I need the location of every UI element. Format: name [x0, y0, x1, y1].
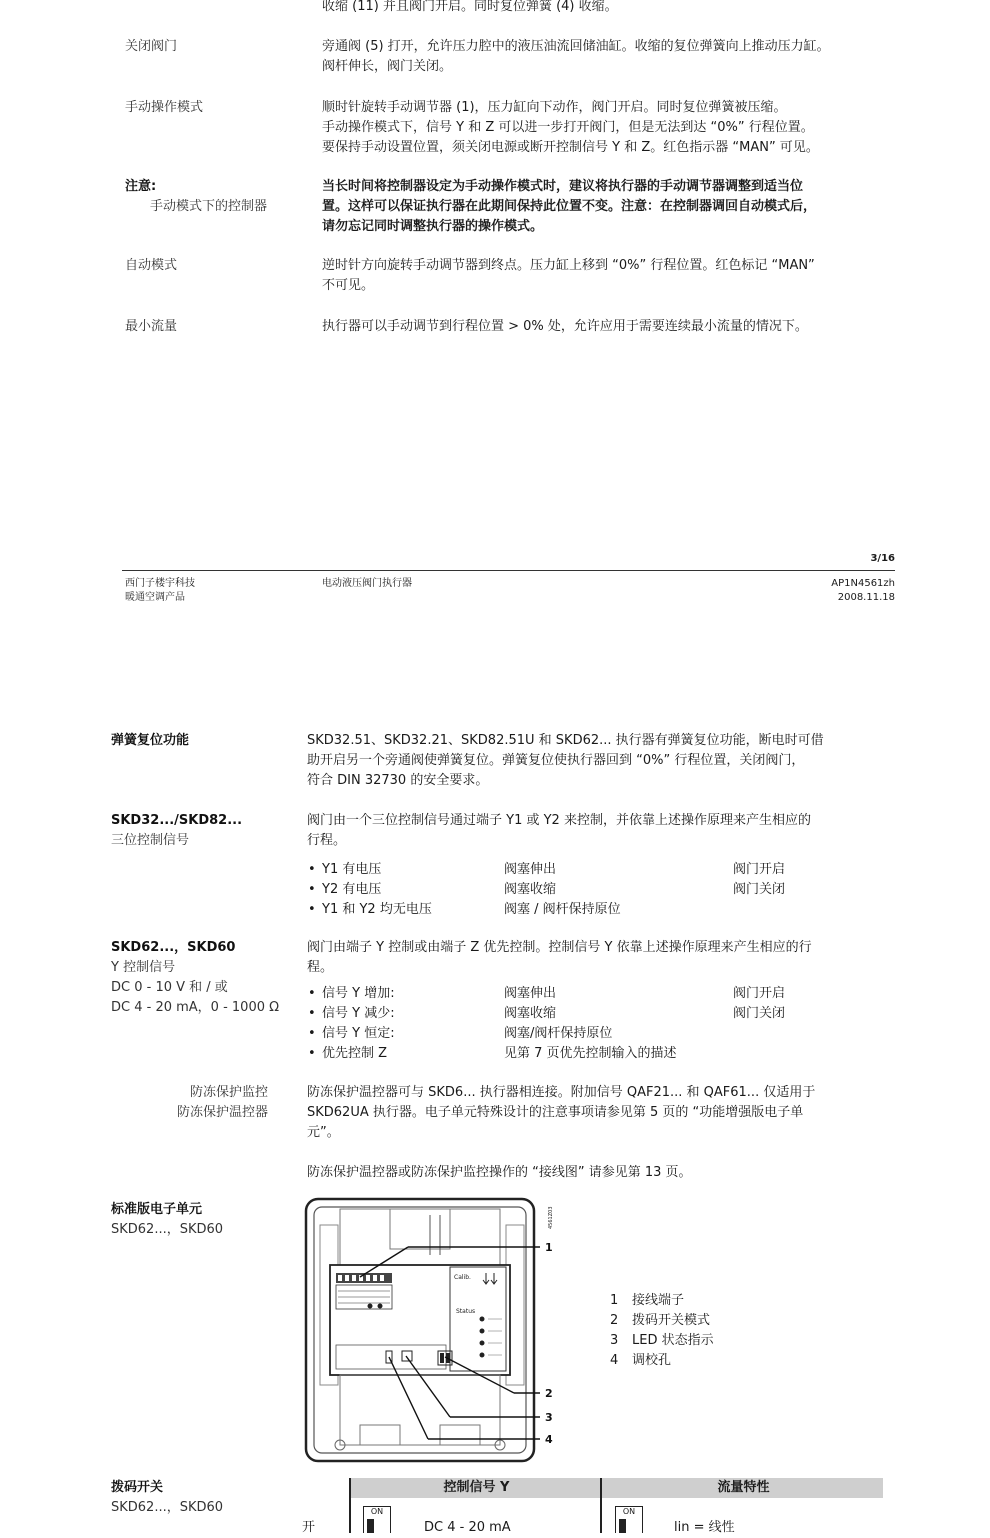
list-item: • Y1 有电压 阀塞伸出 阀门开启 — [308, 860, 868, 880]
dip-switch-icon: ON — [615, 1506, 643, 1533]
callout-2: 2 — [545, 1387, 553, 1400]
top-line: 收缩 (11) 并且阀门开启。同时复位弹簧 (4) 收缩。 — [322, 0, 618, 14]
list-item: • 信号 Y 恒定: 阀塞/阀杆保持原位 — [308, 1024, 868, 1044]
y-signal-sub1: Y 控制信号 — [111, 960, 176, 975]
footer-company: 西门子楼宇科技 暖通空调产品 — [125, 578, 195, 603]
list-item: • Y2 有电压 阀塞收缩 阀门关闭 — [308, 880, 868, 900]
dip-cell-signal: DC 4 - 20 mA — [424, 1520, 511, 1533]
dip-sublabel: SKD62...，SKD60 — [111, 1500, 224, 1515]
y-signal-sub2: DC 0 - 10 V 和 / 或 — [111, 980, 228, 995]
dip-cell-flow: lin = 线性 — [674, 1520, 735, 1533]
section-label-manual: 手动操作模式 — [125, 100, 204, 115]
list-item: • Y1 和 Y2 均无电压 阀塞 / 阀杆保持原位 — [308, 900, 868, 920]
callout-4: 4 — [545, 1433, 553, 1446]
footer-docinfo: AP1N4561zh 2008.11.18 — [831, 578, 895, 603]
legend-item: 1 接线端子 — [610, 1293, 685, 1308]
legend-item: 3 LED 状态指示 — [610, 1333, 714, 1348]
list-item: • 优先控制 Z 见第 7 页优先控制输入的描述 — [308, 1044, 868, 1064]
board-label-calib: Calib. — [454, 1274, 471, 1281]
legend-item: 2 拨码开关模式 — [610, 1313, 711, 1328]
frost-text: 防冻保护温控器可与 SKD6... 执行器相连接。附加信号 QAF21... 和 QAF61... 仅适用于 SKD62UA 执行器。电子单元特殊设计的注意事项请参见第 5 页的 “功能增强版电子单 元”。 — [307, 1085, 816, 1140]
dip-table — [349, 1478, 883, 1533]
dip-col-control: 控制信号 Y — [349, 1478, 602, 1498]
note-sublabel: 手动模式下的控制器 — [150, 199, 268, 214]
three-pos-list — [308, 860, 868, 920]
electronic-unit-figure — [300, 1195, 570, 1470]
board-label-status: Status — [456, 1308, 476, 1315]
dip-switch-icon: ON — [363, 1506, 391, 1533]
spring-label: 弹簧复位功能 — [111, 733, 190, 748]
callout-1: 1 — [545, 1241, 553, 1254]
electronic-label: 标准版电子单元 — [111, 1202, 203, 1217]
section-text-auto: 逆时针方向旋转手动调节器到终点。压力缸上移到 “0%” 行程位置。红色标记 “MAN” 不可见。 — [322, 258, 815, 293]
frost-label: 防冻保护监控 防冻保护温控器 — [176, 1085, 268, 1120]
electronic-sublabel: SKD62...，SKD60 — [111, 1222, 224, 1237]
dip-col-flow: 流量特性 — [600, 1478, 883, 1498]
dip-label: 拨码开关 — [111, 1480, 164, 1495]
section-label-close: 关闭阀门 — [125, 39, 178, 54]
spring-text: SKD32.51、SKD32.21、SKD82.51U 和 SKD62... 执行器有弹簧复位功能，断电时可借 助开启另一个旁通阀使弹簧复位。弹簧复位使执行器回到 “0%” 行程位置，关闭阀门， 符合 DIN 32730 的安全要求。 — [307, 733, 824, 788]
footer-title: 电动液压阀门执行器 — [322, 578, 412, 589]
three-pos-label: SKD32.../SKD82... — [111, 813, 243, 828]
section-text-close: 旁通阀 (5) 打开，允许压力腔中的液压油流回储油缸。收缩的复位弹簧向上推动压力缸。 阀杆伸长，阀门关闭。 — [322, 39, 830, 74]
note-label: 注意: — [125, 179, 157, 194]
figure-code: 4561Z03 — [548, 1206, 554, 1229]
y-signal-sub3: DC 4 - 20 mA，0 - 1000 Ω — [111, 1000, 280, 1015]
section-label-auto: 自动模式 — [125, 258, 178, 273]
section-label-minflow: 最小流量 — [125, 319, 178, 334]
y-signal-text: 阀门由端子 Y 控制或由端子 Z 优先控制。控制信号 Y 依靠上述操作原理来产生相应的行 程。 — [307, 940, 812, 975]
legend-item: 4 调校孔 — [610, 1353, 672, 1368]
list-item: • 信号 Y 减少: 阀塞收缩 阀门关闭 — [308, 1004, 868, 1024]
three-pos-sublabel: 三位控制信号 — [111, 833, 190, 848]
three-pos-text: 阀门由一个三位控制信号通过端子 Y1 或 Y2 来控制，并依靠上述操作原理来产生相应的 行程。 — [307, 813, 811, 848]
electronic-legend — [610, 1291, 810, 1371]
section-text-manual: 顺时针旋转手动调节器 (1)，压力缸向下动作，阀门开启。同时复位弹簧被压缩。 手动操作模式下，信号 Y 和 Z 可以进一步打开阀门，但是无法到达 “0%” 行程位置。 要保持手动设置位置，须关闭电源或断开控制信号 Y 和 Z。红色指示器 “MAN” 可见。 — [322, 100, 819, 155]
note-text: 当长时间将控制器设定为手动操作模式时，建议将执行器的手动调节器调整到适当位 置。这样可以保证执行器在此期间保持此位置不变。注意：在控制器调回自动模式后， 请勿忘记同时调整执行器的操作模式。 — [322, 179, 817, 234]
callout-3: 3 — [545, 1411, 553, 1424]
dip-side-label: 开 — [302, 1520, 316, 1535]
footer-divider — [122, 570, 895, 571]
y-signal-list — [308, 984, 868, 1064]
y-signal-label: SKD62...，SKD60 — [111, 940, 236, 955]
list-item: • 信号 Y 增加: 阀塞伸出 阀门开启 — [308, 984, 868, 1004]
page-number: 3/16 — [870, 553, 895, 564]
section-text-minflow: 执行器可以手动调节到行程位置 > 0% 处，允许应用于需要连续最小流量的情况下。 — [322, 319, 808, 334]
frost-wiring-note: 防冻保护温控器或防冻保护监控操作的 “接线图” 请参见第 13 页。 — [307, 1165, 692, 1180]
